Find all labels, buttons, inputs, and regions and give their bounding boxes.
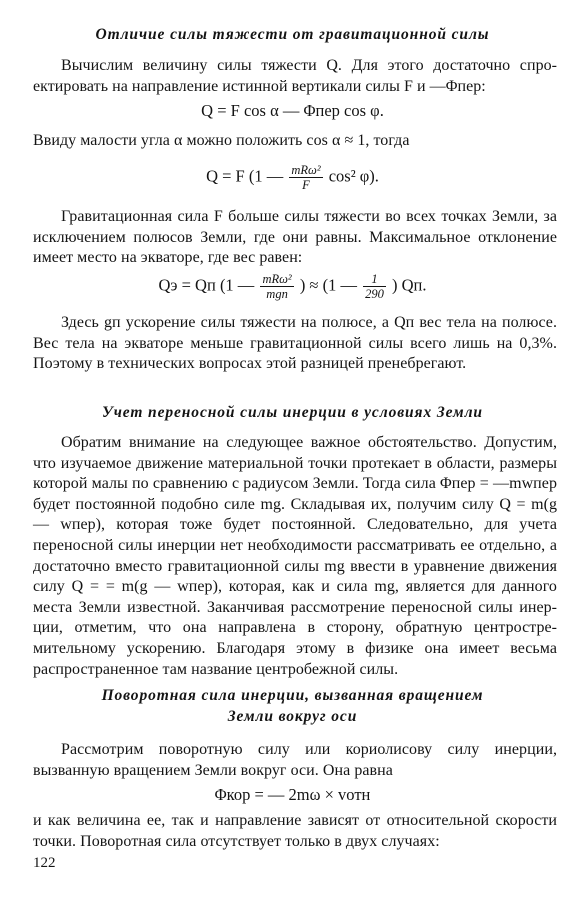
fraction-denominator: F (302, 178, 310, 192)
equation: Q = F cos α — Φпер cos φ. (201, 101, 384, 120)
equation: Φкор = — 2mω × vотн (214, 785, 371, 804)
paragraph: Ввиду малости угла α можно положить cos α ≈ 1, тогда (33, 132, 410, 149)
equation (30, 163, 555, 192)
equation (30, 272, 555, 301)
paragraph: Рассмотрим поворотную силу или кориолисову силу инерции, вызванную вращением Земли вокруг оси. Она равна (33, 741, 557, 779)
page-number: 122 (33, 855, 56, 871)
section-heading: Поворотная сила инерции, вызванная вращением Земли вокруг оси (101, 687, 484, 725)
paragraph: Здесь gп ускорение силы тяжести на полюсе, а Qп вес тела на полюсе. Вес тела на экваторе меньше гравитационной силы всего лишь на 0,3%. Поэтому в технических вопросах этой разницей пренебрегают. (33, 314, 557, 373)
fraction-denominator: mgп (266, 287, 288, 301)
equation-tail: ) Qп. (391, 275, 427, 295)
fraction-numerator: mRω² (262, 272, 292, 286)
fraction (260, 272, 293, 301)
section-heading: Учет переносной силы инерции в условиях Земли (102, 404, 483, 421)
equation-tail: cos² φ). (328, 166, 379, 186)
equation-lhs: Qэ = Qп (158, 275, 216, 295)
fraction-numerator: mRω² (291, 163, 321, 177)
paragraph: Обратим внимание на следующее важное обстоятельство. Допустим, что изучаемое движение материальной точки протекает в области, размеры которой малы по сравнению с радиусом Земли. Тогда сила Φпер = —mwпер будет постоянной подобно силе mg. Складывая их, получим силу Q = m(g — wпер), которая тоже будет постоянной. Следовательно, для учета переносной силы инерции нет необходимости рассматривать ее отдельно, а достаточно вместо гравитационной силы mg ввести в уравнение движения силу Q = = m(g — wпер), которая, как и сила mg, является для данного места Земли известной. Заканчивая рассмотрение переносной силы инерции, отметим, что она направлена в сторону, обратную центростремительному ускорению. Благодаря этому в физике она имеет весьма распространенное там название центробежной силы. (33, 434, 557, 678)
equation-lhs: Q = F (206, 166, 245, 186)
fraction-denominator: 290 (365, 287, 384, 301)
paragraph: Вычислим величину силы тяжести Q. Для этого достаточно спроектировать на направление истинной вертикали силы F и —Φпер: (33, 57, 557, 95)
equation-open: (1 — (248, 166, 284, 186)
paragraph: и как величина ее, так и направление зависят от относительной скорости точки. Поворотная сила отсутствует только в двух случаях: (33, 812, 557, 850)
equation-open: (1 — (219, 275, 255, 295)
equation-mid: ) ≈ (1 — (299, 275, 357, 295)
fraction (289, 163, 322, 192)
fraction (363, 272, 386, 301)
section-heading: Отличие силы тяжести от гравитационной силы (95, 26, 490, 43)
paragraph: Гравитационная сила F больше силы тяжести во всех точках Земли, за исключением полюсов Земли, где они равны. Максимальное отклонение имеет место на экваторе, где вес равен: (33, 208, 557, 267)
fraction-numerator: 1 (363, 272, 386, 287)
